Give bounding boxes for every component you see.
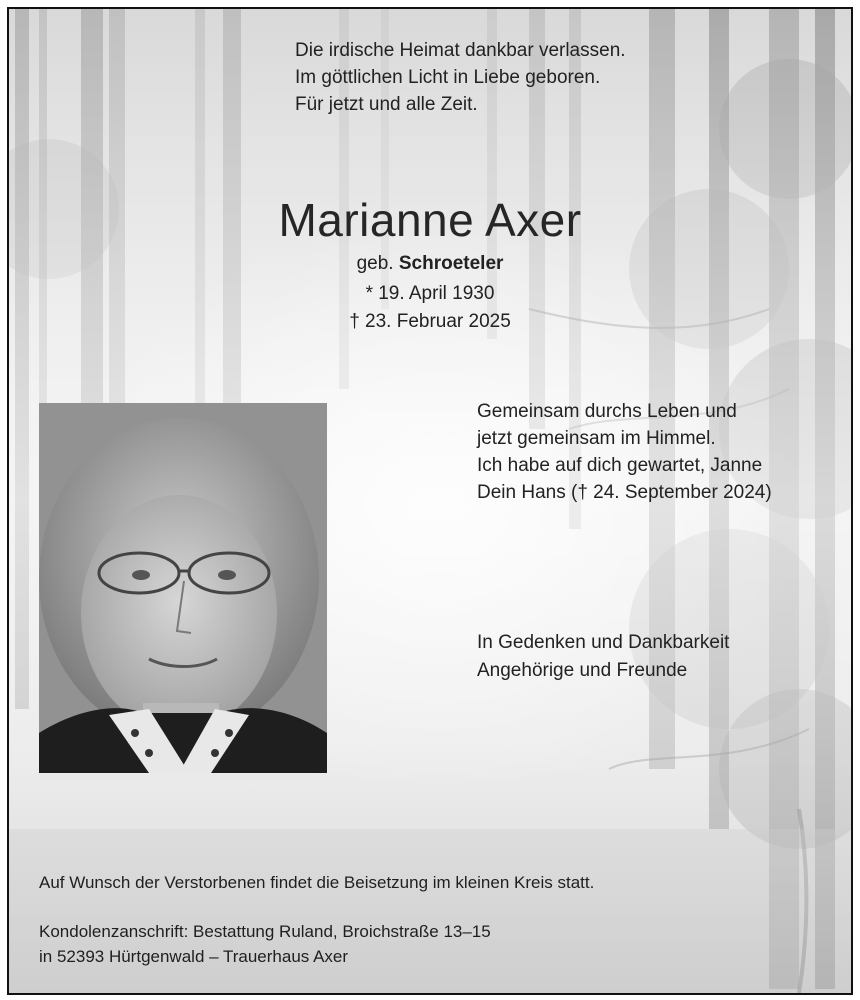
motto-line: Für jetzt und alle Zeit. <box>295 94 478 115</box>
born-prefix: geb. <box>356 253 394 274</box>
verse-line: Ich habe auf dich gewartet, Janne <box>477 455 763 476</box>
memorial-verse <box>477 398 772 506</box>
maiden-name: Schroeteler <box>398 253 504 274</box>
thanks-line: In Gedenken und Dankbarkeit <box>477 632 730 653</box>
portrait-photo <box>39 403 327 773</box>
motto-line: Im göttlichen Licht in Liebe geboren. <box>295 67 601 88</box>
birth-date: * 19. April 1930 <box>365 283 495 304</box>
verse-line: Gemeinsam durchs Leben und <box>477 401 737 422</box>
verse-line: Dein Hans († 24. September 2024) <box>477 482 772 503</box>
address-line: in 52393 Hürtgenwald – Trauerhaus Axer <box>39 947 349 966</box>
thanks-line: Angehörige und Freunde <box>477 660 688 681</box>
burial-notice: Auf Wunsch der Verstorbenen findet die Beisetzung im kleinen Kreis statt. <box>39 873 595 892</box>
portrait-image <box>39 403 327 773</box>
motto-line: Die irdische Heimat dankbar verlassen. <box>295 40 626 61</box>
maiden-name-line <box>9 253 851 275</box>
death-date: † 23. Februar 2025 <box>349 311 511 332</box>
mourners-signature <box>477 629 729 685</box>
address-line: Kondolenzanschrift: Bestattung Ruland, Broichstraße 13–15 <box>39 922 491 941</box>
condolence-address <box>39 919 491 969</box>
deceased-name: Marianne Axer <box>278 194 582 246</box>
verse-line: jetzt gemeinsam im Himmel. <box>477 428 716 449</box>
motto-verse <box>295 37 626 118</box>
obituary-card <box>7 7 853 995</box>
